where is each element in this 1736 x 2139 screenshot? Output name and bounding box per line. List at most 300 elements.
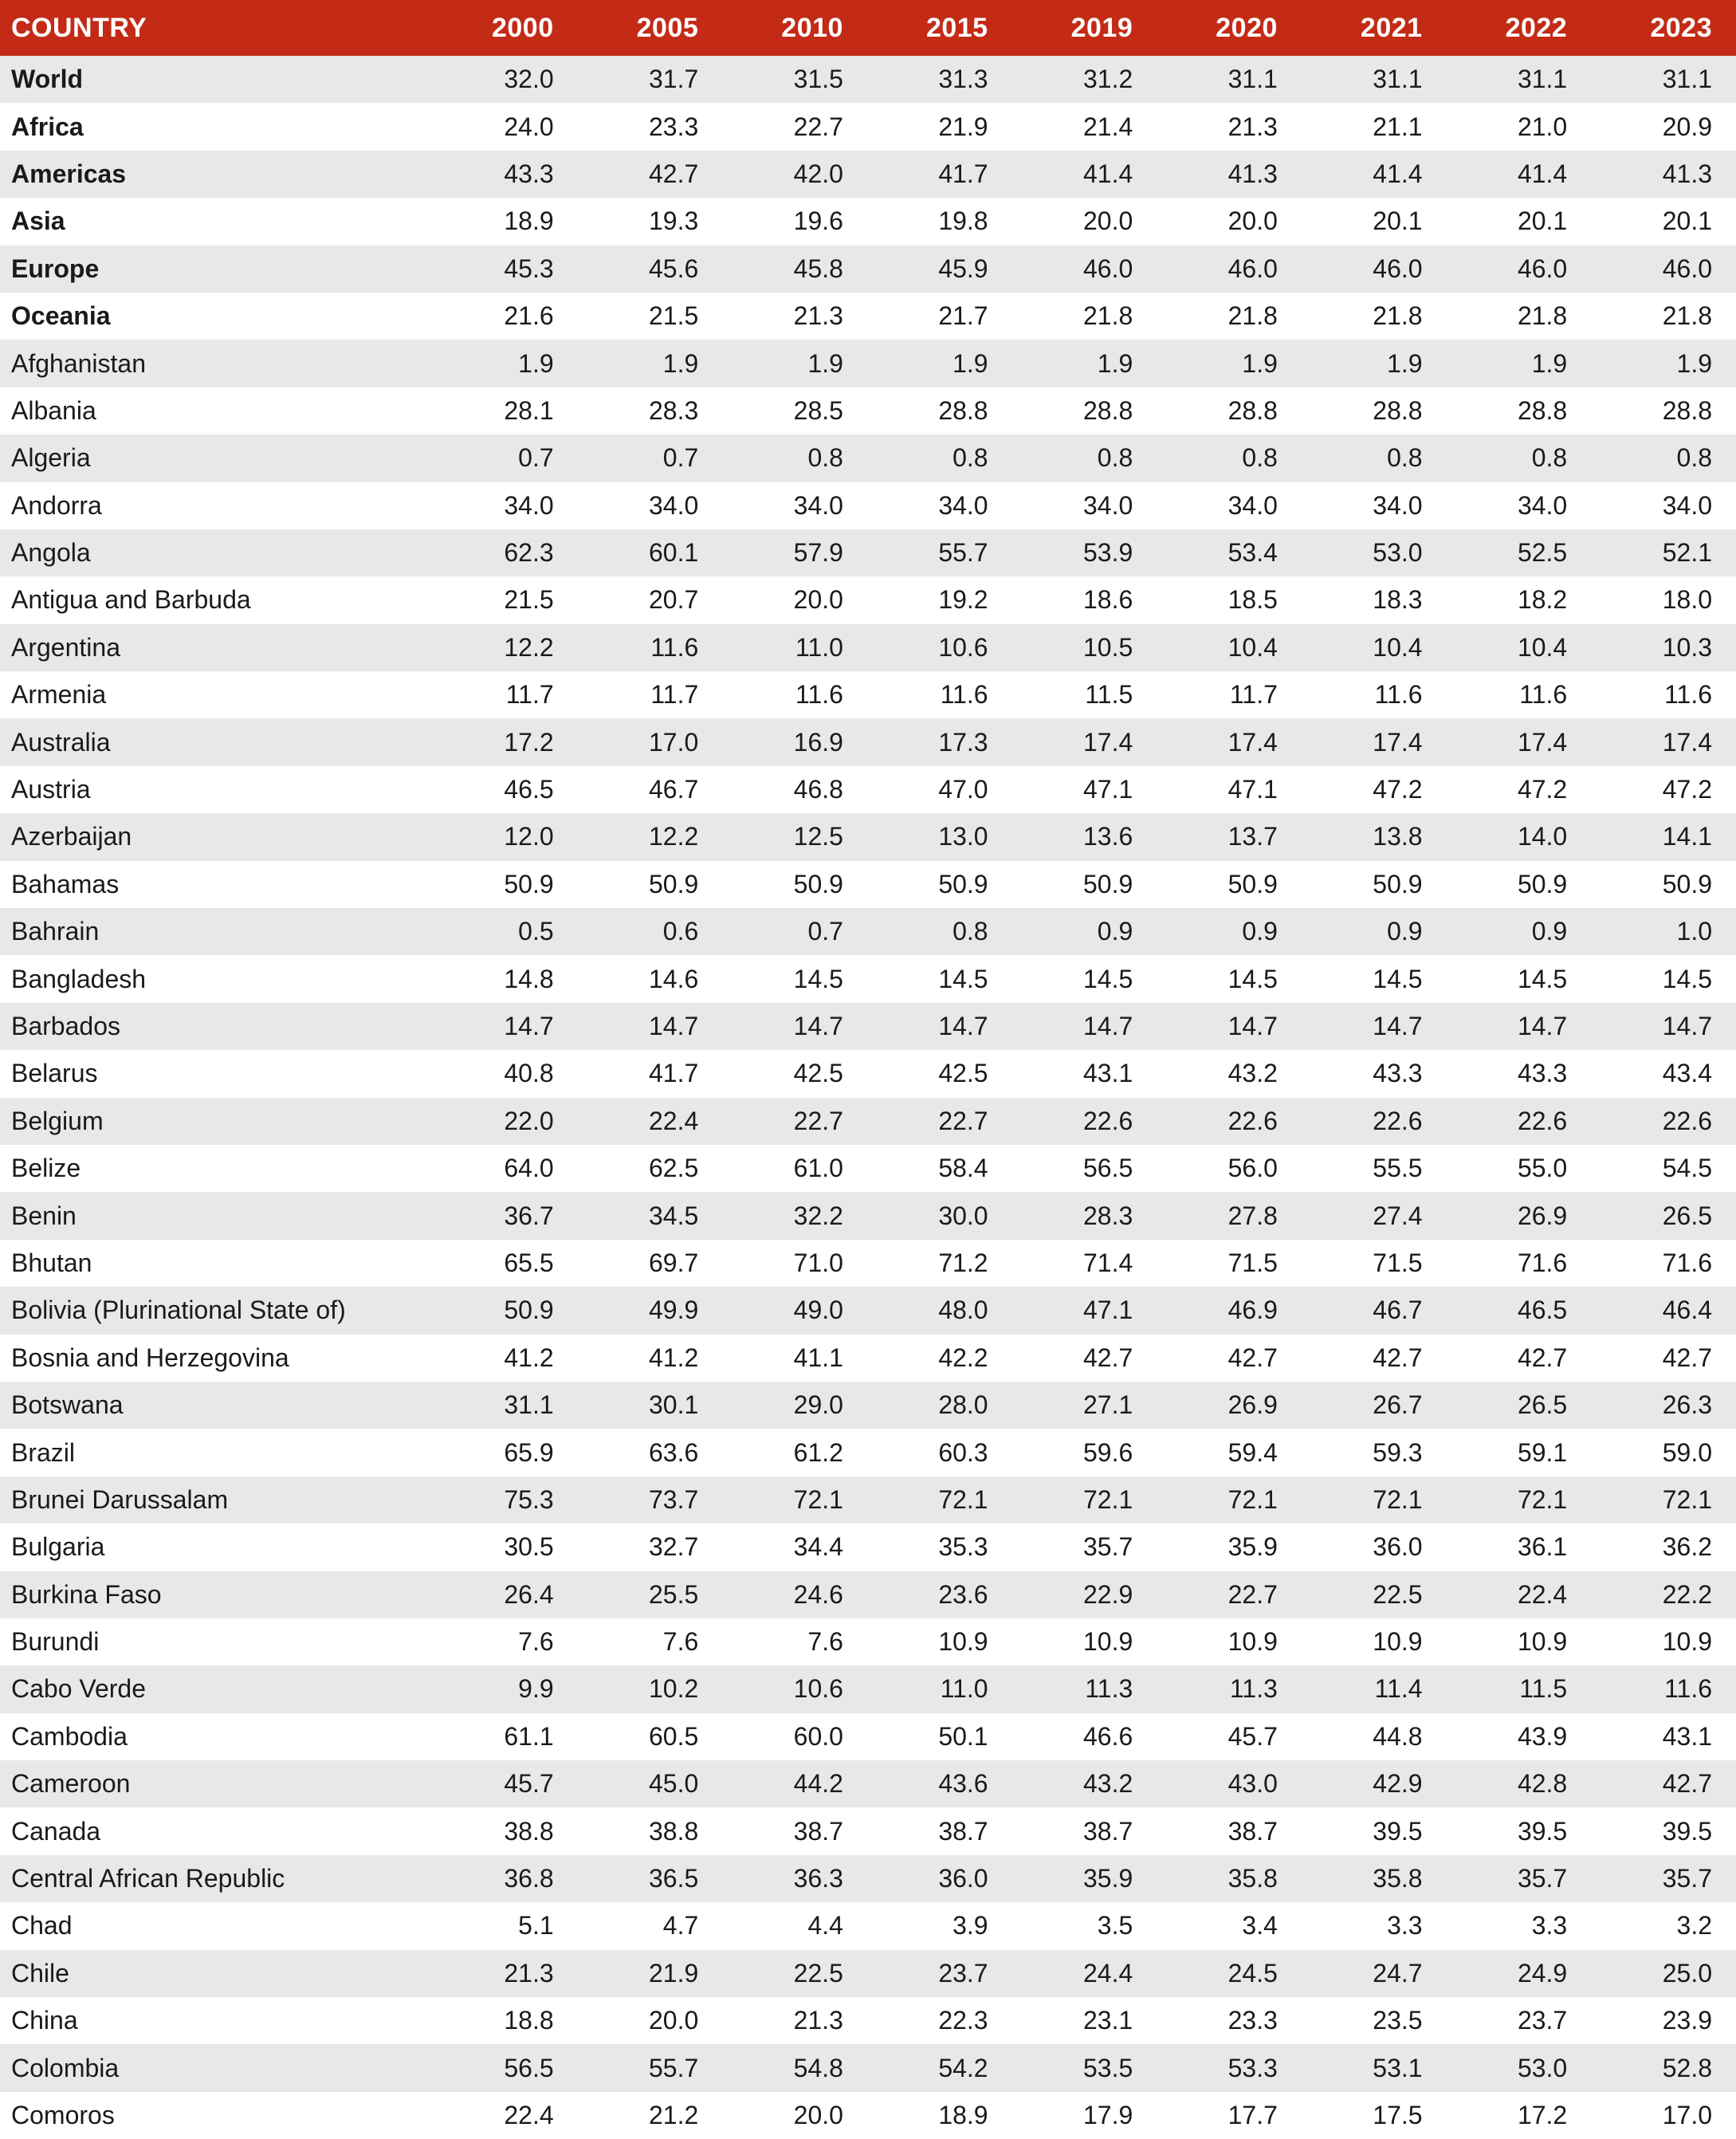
table-row <box>0 434 1736 482</box>
value-cell: 26.4 <box>433 1571 578 1618</box>
country-cell: China <box>0 1997 433 2044</box>
table-row <box>0 576 1736 623</box>
value-cell: 46.7 <box>1302 1287 1447 1334</box>
value-cell: 26.9 <box>1447 1192 1592 1239</box>
value-cell: 21.6 <box>433 293 578 340</box>
table-row <box>0 340 1736 387</box>
value-cell: 28.5 <box>722 387 867 434</box>
table-row <box>0 1665 1736 1712</box>
value-cell: 22.6 <box>1591 1098 1736 1145</box>
value-cell: 50.9 <box>1157 861 1302 908</box>
country-cell: Bhutan <box>0 1240 433 1287</box>
value-cell: 20.0 <box>1157 198 1302 245</box>
value-cell: 18.5 <box>1157 576 1302 623</box>
value-cell: 22.4 <box>1447 1571 1592 1618</box>
value-cell: 22.7 <box>722 1098 867 1145</box>
value-cell: 21.8 <box>1157 293 1302 340</box>
value-cell: 56.5 <box>433 2044 578 2091</box>
value-cell: 50.9 <box>867 861 1012 908</box>
table-row <box>0 1335 1736 1382</box>
value-cell: 50.9 <box>578 861 723 908</box>
value-cell: 17.4 <box>1012 718 1157 765</box>
value-cell: 14.7 <box>433 1003 578 1050</box>
value-cell: 47.1 <box>1157 766 1302 813</box>
value-cell: 22.7 <box>722 103 867 150</box>
value-cell: 21.0 <box>1447 103 1592 150</box>
value-cell: 21.8 <box>1591 293 1736 340</box>
value-cell: 27.8 <box>1157 1192 1302 1239</box>
value-cell: 17.4 <box>1591 718 1736 765</box>
value-cell: 1.9 <box>1302 340 1447 387</box>
value-cell: 31.1 <box>1302 56 1447 103</box>
year-column-header: 2022 <box>1447 0 1592 56</box>
value-cell: 26.9 <box>1157 1382 1302 1429</box>
value-cell: 41.4 <box>1012 151 1157 198</box>
country-cell: Oceania <box>0 293 433 340</box>
value-cell: 10.9 <box>1591 1618 1736 1665</box>
country-cell: Andorra <box>0 482 433 529</box>
value-cell: 11.5 <box>1447 1665 1592 1712</box>
value-cell: 3.2 <box>1591 1902 1736 1949</box>
value-cell: 42.0 <box>722 151 867 198</box>
value-cell: 43.4 <box>1591 1050 1736 1097</box>
value-cell: 36.0 <box>867 1855 1012 1902</box>
value-cell: 71.2 <box>867 1240 1012 1287</box>
value-cell: 20.0 <box>722 576 867 623</box>
value-cell: 35.8 <box>1157 1855 1302 1902</box>
value-cell: 20.1 <box>1302 198 1447 245</box>
country-cell: Benin <box>0 1192 433 1239</box>
value-cell: 11.6 <box>867 671 1012 718</box>
value-cell: 28.8 <box>1591 387 1736 434</box>
value-cell: 10.4 <box>1157 624 1302 671</box>
value-cell: 46.9 <box>1157 1287 1302 1334</box>
country-cell: Argentina <box>0 624 433 671</box>
value-cell: 14.5 <box>1012 955 1157 1002</box>
value-cell: 28.8 <box>1012 387 1157 434</box>
table-row <box>0 1807 1736 1854</box>
value-cell: 46.0 <box>1591 246 1736 293</box>
value-cell: 14.5 <box>722 955 867 1002</box>
value-cell: 72.1 <box>1157 1476 1302 1524</box>
country-cell: Europe <box>0 246 433 293</box>
value-cell: 48.0 <box>867 1287 1012 1334</box>
value-cell: 1.0 <box>1591 908 1736 955</box>
country-cell: Austria <box>0 766 433 813</box>
value-cell: 0.8 <box>722 434 867 482</box>
value-cell: 29.0 <box>722 1382 867 1429</box>
value-cell: 50.9 <box>1447 861 1592 908</box>
value-cell: 17.2 <box>1447 2092 1592 2139</box>
value-cell: 53.5 <box>1012 2044 1157 2091</box>
value-cell: 0.8 <box>867 434 1012 482</box>
table-row <box>0 1098 1736 1145</box>
value-cell: 47.2 <box>1591 766 1736 813</box>
value-cell: 21.8 <box>1447 293 1592 340</box>
value-cell: 14.5 <box>867 955 1012 1002</box>
value-cell: 34.0 <box>1447 482 1592 529</box>
value-cell: 59.6 <box>1012 1429 1157 1476</box>
value-cell: 55.0 <box>1447 1145 1592 1192</box>
value-cell: 56.0 <box>1157 1145 1302 1192</box>
value-cell: 42.7 <box>1157 1335 1302 1382</box>
value-cell: 61.2 <box>722 1429 867 1476</box>
value-cell: 30.0 <box>867 1192 1012 1239</box>
value-cell: 14.7 <box>1302 1003 1447 1050</box>
value-cell: 27.4 <box>1302 1192 1447 1239</box>
value-cell: 36.7 <box>433 1192 578 1239</box>
value-cell: 11.6 <box>722 671 867 718</box>
country-cell: Canada <box>0 1807 433 1854</box>
value-cell: 24.0 <box>433 103 578 150</box>
value-cell: 10.9 <box>1447 1618 1592 1665</box>
table-row <box>0 2044 1736 2091</box>
value-cell: 28.8 <box>1302 387 1447 434</box>
value-cell: 28.8 <box>1447 387 1592 434</box>
value-cell: 72.1 <box>1012 1476 1157 1524</box>
value-cell: 46.6 <box>1012 1713 1157 1760</box>
value-cell: 36.0 <box>1302 1524 1447 1571</box>
value-cell: 14.5 <box>1591 955 1736 1002</box>
value-cell: 34.0 <box>1012 482 1157 529</box>
value-cell: 1.9 <box>1591 340 1736 387</box>
value-cell: 12.5 <box>722 813 867 860</box>
country-cell: Albania <box>0 387 433 434</box>
country-cell: Armenia <box>0 671 433 718</box>
value-cell: 22.2 <box>1591 1571 1736 1618</box>
value-cell: 24.6 <box>722 1571 867 1618</box>
value-cell: 1.9 <box>1447 340 1592 387</box>
value-cell: 11.0 <box>722 624 867 671</box>
value-cell: 38.7 <box>1012 1807 1157 1854</box>
value-cell: 41.3 <box>1591 151 1736 198</box>
country-cell: Burundi <box>0 1618 433 1665</box>
value-cell: 43.3 <box>433 151 578 198</box>
country-cell: Belarus <box>0 1050 433 1097</box>
value-cell: 11.6 <box>1591 1665 1736 1712</box>
value-cell: 0.5 <box>433 908 578 955</box>
value-cell: 21.7 <box>867 293 1012 340</box>
table-row <box>0 293 1736 340</box>
value-cell: 11.4 <box>1302 1665 1447 1712</box>
value-cell: 21.3 <box>1157 103 1302 150</box>
value-cell: 0.7 <box>433 434 578 482</box>
value-cell: 14.5 <box>1447 955 1592 1002</box>
value-cell: 3.3 <box>1302 1902 1447 1949</box>
value-cell: 19.3 <box>578 198 723 245</box>
value-cell: 10.2 <box>578 1665 723 1712</box>
value-cell: 34.0 <box>722 482 867 529</box>
value-cell: 71.6 <box>1591 1240 1736 1287</box>
country-cell: Colombia <box>0 2044 433 2091</box>
value-cell: 43.1 <box>1591 1713 1736 1760</box>
value-cell: 41.4 <box>1302 151 1447 198</box>
value-cell: 20.1 <box>1591 198 1736 245</box>
value-cell: 10.4 <box>1447 624 1592 671</box>
value-cell: 31.5 <box>722 56 867 103</box>
value-cell: 36.3 <box>722 1855 867 1902</box>
value-cell: 43.1 <box>1012 1050 1157 1097</box>
value-cell: 72.1 <box>1591 1476 1736 1524</box>
value-cell: 53.9 <box>1012 529 1157 576</box>
value-cell: 64.0 <box>433 1145 578 1192</box>
value-cell: 31.1 <box>1591 56 1736 103</box>
value-cell: 26.5 <box>1447 1382 1592 1429</box>
value-cell: 22.3 <box>867 1997 1012 2044</box>
value-cell: 0.9 <box>1302 908 1447 955</box>
table-row <box>0 1382 1736 1429</box>
table-row <box>0 1760 1736 1807</box>
value-cell: 46.4 <box>1591 1287 1736 1334</box>
value-cell: 11.3 <box>1012 1665 1157 1712</box>
country-cell: Barbados <box>0 1003 433 1050</box>
value-cell: 0.7 <box>578 434 723 482</box>
value-cell: 38.7 <box>722 1807 867 1854</box>
value-cell: 21.2 <box>578 2092 723 2139</box>
value-cell: 3.4 <box>1157 1902 1302 1949</box>
value-cell: 57.9 <box>722 529 867 576</box>
value-cell: 55.7 <box>867 529 1012 576</box>
table-row <box>0 1429 1736 1476</box>
table-row <box>0 1050 1736 1097</box>
value-cell: 1.9 <box>578 340 723 387</box>
value-cell: 41.4 <box>1447 151 1592 198</box>
value-cell: 43.3 <box>1447 1050 1592 1097</box>
value-cell: 34.0 <box>578 482 723 529</box>
value-cell: 1.9 <box>1157 340 1302 387</box>
value-cell: 38.8 <box>433 1807 578 1854</box>
value-cell: 53.0 <box>1447 2044 1592 2091</box>
table-row <box>0 1855 1736 1902</box>
value-cell: 22.6 <box>1157 1098 1302 1145</box>
value-cell: 43.0 <box>1157 1760 1302 1807</box>
value-cell: 47.2 <box>1447 766 1592 813</box>
value-cell: 50.1 <box>867 1713 1012 1760</box>
table-row <box>0 1950 1736 1997</box>
value-cell: 47.2 <box>1302 766 1447 813</box>
year-column-header: 2005 <box>578 0 723 56</box>
value-cell: 53.4 <box>1157 529 1302 576</box>
value-cell: 71.5 <box>1302 1240 1447 1287</box>
value-cell: 41.2 <box>433 1335 578 1382</box>
value-cell: 38.7 <box>1157 1807 1302 1854</box>
value-cell: 60.5 <box>578 1713 723 1760</box>
table-row <box>0 671 1736 718</box>
value-cell: 14.1 <box>1591 813 1736 860</box>
value-cell: 39.5 <box>1591 1807 1736 1854</box>
value-cell: 34.0 <box>867 482 1012 529</box>
value-cell: 31.2 <box>1012 56 1157 103</box>
value-cell: 47.1 <box>1012 766 1157 813</box>
country-cell: Bosnia and Herzegovina <box>0 1335 433 1382</box>
value-cell: 11.7 <box>433 671 578 718</box>
value-cell: 24.4 <box>1012 1950 1157 1997</box>
value-cell: 21.3 <box>433 1950 578 1997</box>
value-cell: 55.5 <box>1302 1145 1447 1192</box>
value-cell: 63.6 <box>578 1429 723 1476</box>
value-cell: 14.7 <box>1157 1003 1302 1050</box>
value-cell: 42.5 <box>867 1050 1012 1097</box>
value-cell: 0.8 <box>867 908 1012 955</box>
value-cell: 75.3 <box>433 1476 578 1524</box>
value-cell: 45.0 <box>578 1760 723 1807</box>
value-cell: 10.9 <box>867 1618 1012 1665</box>
value-cell: 11.5 <box>1012 671 1157 718</box>
value-cell: 42.2 <box>867 1335 1012 1382</box>
value-cell: 0.9 <box>1447 908 1592 955</box>
country-cell: Burkina Faso <box>0 1571 433 1618</box>
value-cell: 50.9 <box>1012 861 1157 908</box>
value-cell: 21.5 <box>578 293 723 340</box>
value-cell: 25.0 <box>1591 1950 1736 1997</box>
value-cell: 72.1 <box>1447 1476 1592 1524</box>
value-cell: 50.9 <box>722 861 867 908</box>
value-cell: 55.7 <box>578 2044 723 2091</box>
value-cell: 49.0 <box>722 1287 867 1334</box>
value-cell: 0.9 <box>1012 908 1157 955</box>
value-cell: 14.7 <box>722 1003 867 1050</box>
table-row <box>0 198 1736 245</box>
value-cell: 14.0 <box>1447 813 1592 860</box>
year-column-header: 2015 <box>867 0 1012 56</box>
value-cell: 22.5 <box>722 1950 867 1997</box>
table-row <box>0 1997 1736 2044</box>
value-cell: 22.6 <box>1012 1098 1157 1145</box>
value-cell: 10.5 <box>1012 624 1157 671</box>
value-cell: 10.6 <box>722 1665 867 1712</box>
value-cell: 0.6 <box>578 908 723 955</box>
value-cell: 7.6 <box>722 1618 867 1665</box>
value-cell: 71.0 <box>722 1240 867 1287</box>
value-cell: 18.8 <box>433 1997 578 2044</box>
table-row <box>0 718 1736 765</box>
value-cell: 44.8 <box>1302 1713 1447 1760</box>
value-cell: 62.5 <box>578 1145 723 1192</box>
value-cell: 10.3 <box>1591 624 1736 671</box>
value-cell: 28.0 <box>867 1382 1012 1429</box>
value-cell: 17.5 <box>1302 2092 1447 2139</box>
value-cell: 24.9 <box>1447 1950 1592 1997</box>
value-cell: 22.5 <box>1302 1571 1447 1618</box>
country-cell: Comoros <box>0 2092 433 2139</box>
country-cell: Afghanistan <box>0 340 433 387</box>
table-row <box>0 1240 1736 1287</box>
value-cell: 17.0 <box>578 718 723 765</box>
value-cell: 16.9 <box>722 718 867 765</box>
value-cell: 21.3 <box>722 293 867 340</box>
value-cell: 17.2 <box>433 718 578 765</box>
value-cell: 41.1 <box>722 1335 867 1382</box>
value-cell: 39.5 <box>1302 1807 1447 1854</box>
value-cell: 22.4 <box>433 2092 578 2139</box>
value-cell: 5.1 <box>433 1902 578 1949</box>
value-cell: 14.7 <box>1447 1003 1592 1050</box>
country-cell: Botswana <box>0 1382 433 1429</box>
value-cell: 65.5 <box>433 1240 578 1287</box>
value-cell: 17.4 <box>1157 718 1302 765</box>
value-cell: 61.1 <box>433 1713 578 1760</box>
value-cell: 36.8 <box>433 1855 578 1902</box>
value-cell: 46.8 <box>722 766 867 813</box>
table-row <box>0 908 1736 955</box>
value-cell: 13.7 <box>1157 813 1302 860</box>
value-cell: 25.5 <box>578 1571 723 1618</box>
value-cell: 72.1 <box>722 1476 867 1524</box>
value-cell: 20.0 <box>1012 198 1157 245</box>
table-row <box>0 1145 1736 1192</box>
value-cell: 12.2 <box>578 813 723 860</box>
value-cell: 10.6 <box>867 624 1012 671</box>
value-cell: 42.9 <box>1302 1760 1447 1807</box>
value-cell: 42.8 <box>1447 1760 1592 1807</box>
value-cell: 40.8 <box>433 1050 578 1097</box>
value-cell: 71.6 <box>1447 1240 1592 1287</box>
year-column-header: 2020 <box>1157 0 1302 56</box>
value-cell: 42.7 <box>1591 1760 1736 1807</box>
country-cell: Bolivia (Plurinational State of) <box>0 1287 433 1334</box>
value-cell: 53.0 <box>1302 529 1447 576</box>
table-row <box>0 387 1736 434</box>
value-cell: 54.8 <box>722 2044 867 2091</box>
value-cell: 42.7 <box>1447 1335 1592 1382</box>
value-cell: 1.9 <box>722 340 867 387</box>
value-cell: 11.6 <box>578 624 723 671</box>
value-cell: 31.7 <box>578 56 723 103</box>
value-cell: 34.0 <box>1157 482 1302 529</box>
value-cell: 20.0 <box>722 2092 867 2139</box>
value-cell: 26.3 <box>1591 1382 1736 1429</box>
value-cell: 21.8 <box>1302 293 1447 340</box>
table-row <box>0 1476 1736 1524</box>
value-cell: 41.2 <box>578 1335 723 1382</box>
country-cell: Bahamas <box>0 861 433 908</box>
value-cell: 26.7 <box>1302 1382 1447 1429</box>
value-cell: 59.4 <box>1157 1429 1302 1476</box>
value-cell: 28.8 <box>867 387 1012 434</box>
value-cell: 11.3 <box>1157 1665 1302 1712</box>
value-cell: 20.9 <box>1591 103 1736 150</box>
country-column-header: COUNTRY <box>0 0 433 56</box>
value-cell: 45.6 <box>578 246 723 293</box>
value-cell: 11.6 <box>1302 671 1447 718</box>
value-cell: 22.6 <box>1302 1098 1447 1145</box>
value-cell: 32.2 <box>722 1192 867 1239</box>
value-cell: 59.1 <box>1447 1429 1592 1476</box>
value-cell: 43.2 <box>1157 1050 1302 1097</box>
value-cell: 28.3 <box>578 387 723 434</box>
value-cell: 31.1 <box>1447 56 1592 103</box>
value-cell: 22.6 <box>1447 1098 1592 1145</box>
value-cell: 0.8 <box>1012 434 1157 482</box>
value-cell: 14.5 <box>1302 955 1447 1002</box>
value-cell: 72.1 <box>867 1476 1012 1524</box>
value-cell: 35.9 <box>1012 1855 1157 1902</box>
value-cell: 0.7 <box>722 908 867 955</box>
value-cell: 52.5 <box>1447 529 1592 576</box>
value-cell: 13.6 <box>1012 813 1157 860</box>
value-cell: 42.7 <box>1302 1335 1447 1382</box>
value-cell: 11.6 <box>1591 671 1736 718</box>
value-cell: 34.0 <box>1302 482 1447 529</box>
country-cell: Antigua and Barbuda <box>0 576 433 623</box>
value-cell: 0.8 <box>1157 434 1302 482</box>
country-cell: Asia <box>0 198 433 245</box>
value-cell: 0.9 <box>1157 908 1302 955</box>
country-cell: Americas <box>0 151 433 198</box>
value-cell: 50.9 <box>1302 861 1447 908</box>
value-cell: 4.4 <box>722 1902 867 1949</box>
table-header-row <box>0 0 1736 56</box>
